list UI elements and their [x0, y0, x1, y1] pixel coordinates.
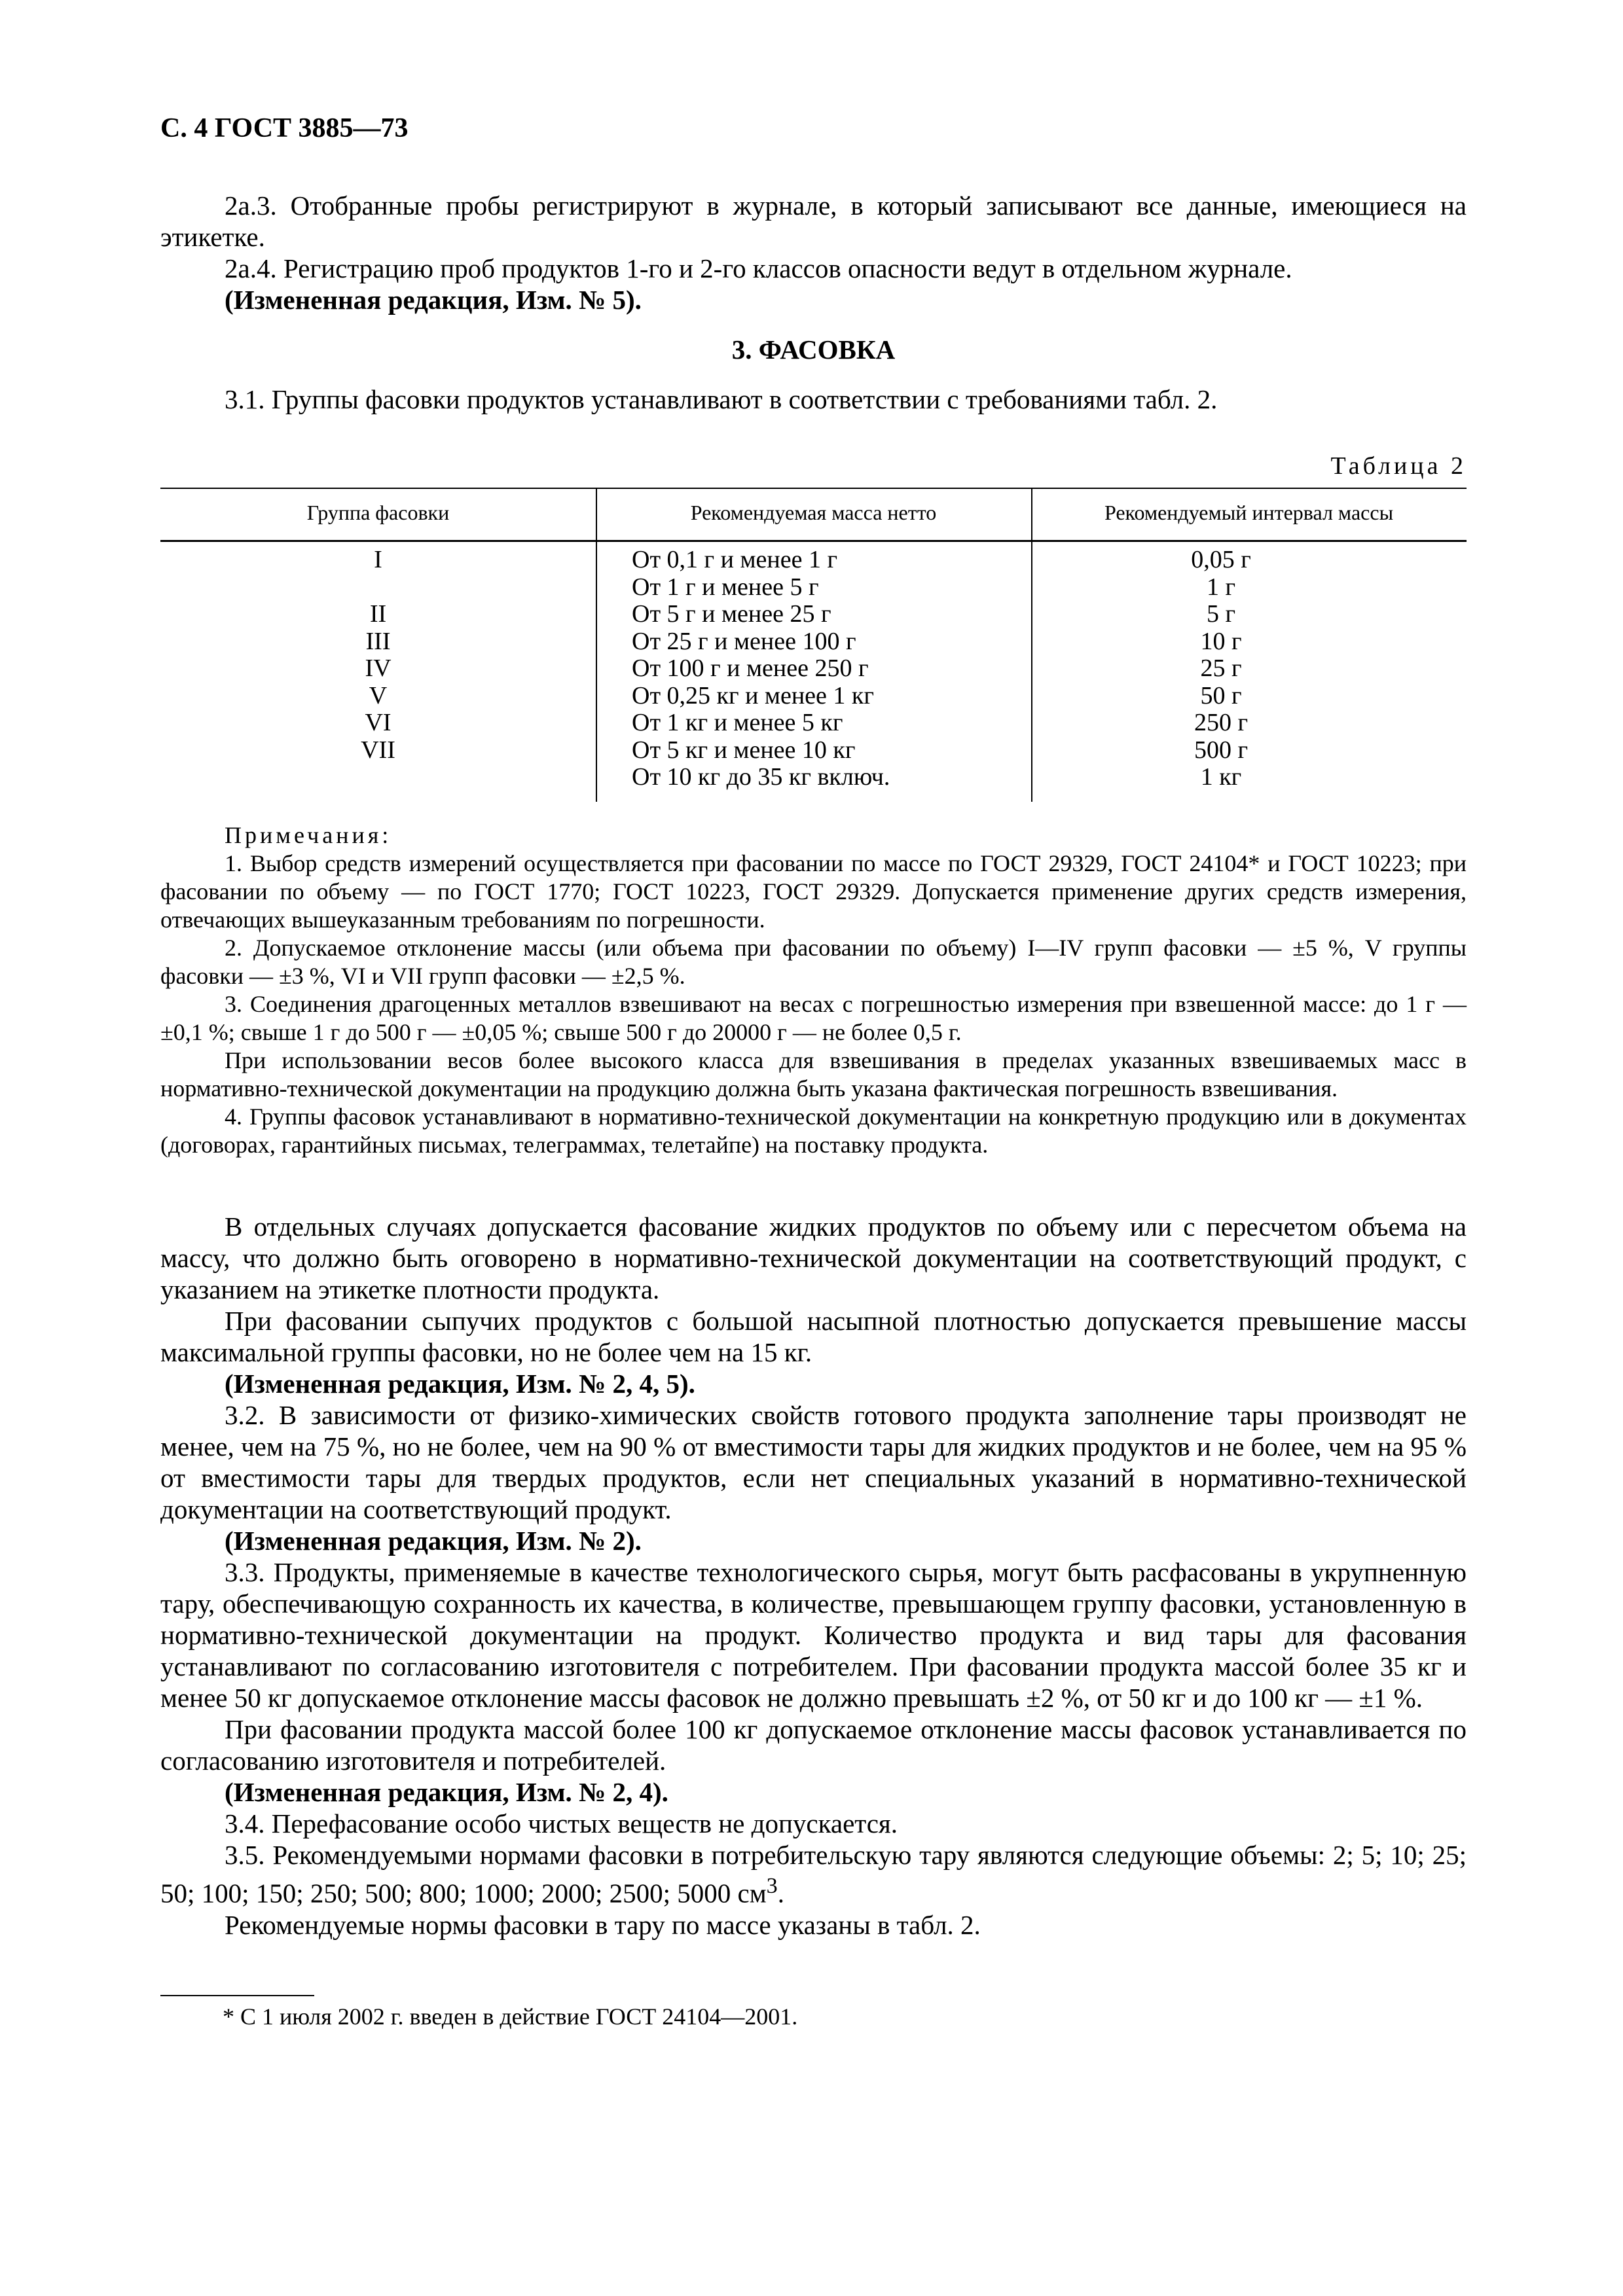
- table-cell: От 1 г и менее 5 г: [632, 573, 819, 601]
- paragraph-3-5: [160, 1839, 1467, 1909]
- table-cell: От 5 г и менее 25 г: [632, 600, 831, 628]
- table-cell: I: [374, 546, 382, 573]
- paragraph: При фасовании сыпучих продуктов с большой насыпной плотностью допускается превышение массы максимальной группы фасовки, но не более чем на 15 кг.: [160, 1306, 1467, 1367]
- table-cell: 500 г: [1194, 736, 1249, 764]
- page-header: С. 4 ГОСТ 3885—73: [160, 113, 409, 143]
- amendment-note: (Измененная редакция, Изм. № 2, 4).: [225, 1777, 668, 1807]
- paragraph: В отдельных случаях допускается фасование жидких продуктов по объему или с пересчетом объема на массу, что должно быть оговорено в нормативно-технической документации на соответствующий продукт, с указанием на этикетке плотности продукта.: [160, 1211, 1467, 1304]
- paragraph-3-5-text: 3.5. Рекомендуемыми нормами фасовки в потребительскую тару являются следующие объемы: 2; 5; 10; 25; 50; 100; 150; 250; 500; 800; 1000; 2000; 2500; 5000 см: [160, 1840, 1467, 1909]
- table-cell: От 100 г и менее 250 г: [632, 655, 869, 682]
- note-item: При использовании весов более высокого класса для взвешивания в пределах указанных взвешиваемых масс в нормативно-технической документации на продукцию должна быть указана фактическая погрешность взвешивания.: [160, 1047, 1467, 1102]
- table-cell: 25 г: [1200, 655, 1242, 682]
- table-cell: VII: [361, 736, 395, 764]
- table-caption: Таблица 2: [1330, 452, 1467, 480]
- table-cell: 50 г: [1200, 681, 1242, 709]
- table-cell: [160, 764, 596, 791]
- table-top-rule: [160, 488, 1467, 489]
- table-cell: От 0,1 г и менее 1 г: [632, 546, 838, 573]
- top-section: [160, 190, 1467, 415]
- table-cell: 5 г: [1206, 600, 1236, 628]
- table-cell: II: [369, 600, 387, 628]
- packaging-table: [160, 488, 1467, 802]
- note-item: 1. Выбор средств измерений осуществляется при фасовании по массе по ГОСТ 29329, ГОСТ 24104* и ГОСТ 10223; при фасовании по объему — по ГОСТ 1770; ГОСТ 10223, ГОСТ 29329. Допускается применение других средств измерения, отвечающих вышеуказанным требованиям по погрешности.: [160, 850, 1467, 933]
- amendment-note: (Измененная редакция, Изм. № 5).: [225, 285, 642, 315]
- table-header-interval: Рекомендуемый интервал массы: [1104, 501, 1394, 524]
- group-column: [160, 547, 596, 791]
- amendment-note: (Измененная редакция, Изм. № 2, 4, 5).: [225, 1369, 695, 1399]
- paragraph-2a4: 2а.4. Регистрацию проб продуктов 1-го и 2-го классов опасности ведут в отдельном журнале.: [225, 253, 1292, 283]
- table-cell: 1 кг: [1200, 763, 1242, 791]
- table-cell: От 0,25 кг и менее 1 кг: [632, 681, 874, 709]
- table-cell: От 5 кг и менее 10 кг: [632, 736, 856, 764]
- table-cell: IV: [365, 655, 392, 682]
- notes-title: Примечания:: [225, 822, 392, 848]
- table-divider: [596, 488, 597, 802]
- table-cell: 0,05 г: [1191, 546, 1251, 573]
- table-cell: VI: [365, 709, 392, 736]
- interval-column: [1031, 547, 1411, 791]
- main-section: [160, 1211, 1467, 1941]
- paragraph-2a3: 2а.3. Отобранные пробы регистрируют в журнале, в который записывают все данные, имеющиеся на этикетке.: [160, 190, 1467, 252]
- table-cell: V: [369, 681, 388, 709]
- table-header-group: Группа фасовки: [306, 501, 450, 524]
- notes-section: [160, 821, 1467, 1159]
- paragraph-3-4: 3.4. Перефасование особо чистых веществ не допускается.: [225, 1808, 898, 1839]
- paragraph-3-3: 3.3. Продукты, применяемые в качестве технологического сырья, могут быть расфасованы в укрупненную тару, обеспечивающую сохранность их качества, в количестве, превышающем группу фасовки, установленную в нормативно-технической документации на продукт. Количество продукта и вид тары для фасования устанавливают по согласованию изготовителя с потребителем. При фасовании продукта массой более 35 кг и менее 50 кг допускаемое отклонение массы фасовок не должно превышать ±2 %, от 50 кг и до 100 кг — ±1 %.: [160, 1557, 1467, 1713]
- note-item: 4. Группы фасовок устанавливают в нормативно-технической документации на конкретную продукцию или в документах (договорах, гарантийных письмах, телеграммах, телетайпе) на поставку продукта.: [160, 1103, 1467, 1158]
- paragraph-3-2: 3.2. В зависимости от физико-химических свойств готового продукта заполнение тары производят не менее, чем на 75 %, но не более, чем на 90 % от вместимости тары для жидких продуктов и не более, чем на 95 % от вместимости тары для твердых продуктов, если нет специальных указаний в нормативно-технической документации на соответствующий продукт.: [160, 1400, 1467, 1524]
- table-cell: 1 г: [1206, 573, 1236, 601]
- table-cell: От 10 кг до 35 кг включ.: [632, 763, 890, 791]
- footnote: * С 1 июля 2002 г. введен в действие ГОСТ 24104—2001.: [223, 2003, 798, 2030]
- table-header-rule: [160, 540, 1467, 542]
- paragraph-3-1: 3.1. Группы фасовки продуктов устанавливают в соответствии с требованиями табл. 2.: [225, 384, 1218, 414]
- section-title: 3. ФАСОВКА: [731, 334, 896, 365]
- superscript: 3: [766, 1874, 778, 1898]
- note-item: 3. Соединения драгоценных металлов взвешивают на весах с погрешностью измерения при взвешенной массе: до 1 г — ±0,1 %; свыше 1 г до 500 г — ±0,05 %; свыше 500 г до 20000 г — не более 0,5 г.: [160, 991, 1467, 1045]
- paragraph-3-5-end: .: [777, 1878, 784, 1909]
- paragraph: При фасовании продукта массой более 100 кг допускаемое отклонение массы фасовок устанавливается по согласованию изготовителя и потребителей.: [160, 1714, 1467, 1776]
- table-header-mass: Рекомендуемая масса нетто: [690, 501, 937, 524]
- amendment-note: (Измененная редакция, Изм. № 2).: [225, 1526, 642, 1556]
- paragraph-last: Рекомендуемые нормы фасовки в тару по массе указаны в табл. 2.: [225, 1909, 981, 1940]
- footnote-rule: [160, 1995, 314, 1996]
- table-cell: III: [365, 627, 391, 655]
- table-cell: 250 г: [1194, 709, 1249, 736]
- table-cell: От 1 кг и менее 5 кг: [632, 709, 843, 736]
- note-item: 2. Допускаемое отклонение массы (или объема при фасовании по объему) I—IV групп фасовки — ±5 %, V группы фасовки — ±3 %, VI и VII групп фасовки — ±2,5 %.: [160, 935, 1467, 989]
- table-cell: От 25 г и менее 100 г: [632, 627, 856, 655]
- table-cell: [160, 574, 596, 601]
- table-cell: 10 г: [1200, 627, 1242, 655]
- mass-column: [632, 547, 1025, 791]
